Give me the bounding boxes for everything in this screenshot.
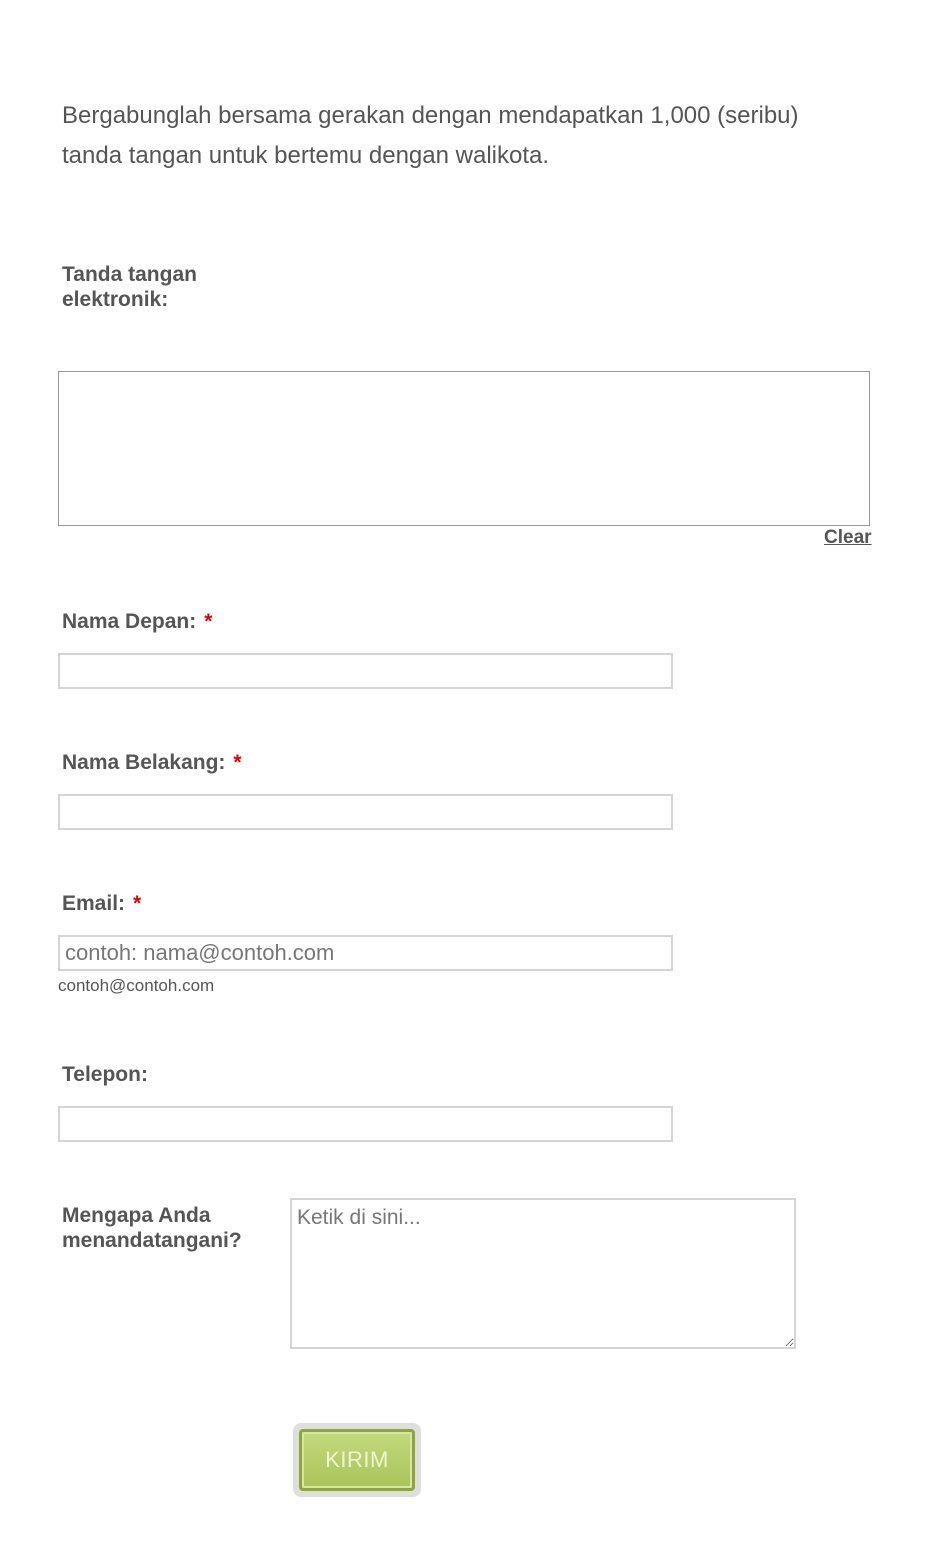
last-name-label-text: Nama Belakang: xyxy=(62,751,226,774)
email-label xyxy=(62,891,141,916)
intro-text: Bergabunglah bersama gerakan dengan mendapatkan 1,000 (seribu) tanda tangan untuk bertemu dengan walikota. xyxy=(62,102,799,169)
email-input[interactable] xyxy=(58,935,673,971)
email-label-text: Email: xyxy=(62,892,126,915)
last-name-label xyxy=(62,750,242,775)
last-name-input[interactable] xyxy=(58,794,673,830)
required-mark: * xyxy=(133,892,142,915)
why-textarea[interactable] xyxy=(290,1198,796,1349)
submit-button[interactable]: KIRIM xyxy=(299,1429,415,1491)
submit-button-frame xyxy=(293,1423,421,1497)
why-label: Mengapa Anda menandatangani? xyxy=(62,1204,242,1252)
first-name-input[interactable] xyxy=(58,653,673,689)
email-sublabel: contoh@contoh.com xyxy=(58,976,215,995)
phone-input[interactable] xyxy=(58,1106,673,1142)
phone-label: Telepon: xyxy=(62,1063,148,1086)
signature-label: Tanda tangan elektronik: xyxy=(62,263,197,311)
first-name-label xyxy=(62,609,212,634)
required-mark: * xyxy=(204,610,213,633)
first-name-label-text: Nama Depan: xyxy=(62,610,197,633)
signature-pad[interactable] xyxy=(58,371,870,526)
required-mark: * xyxy=(233,751,242,774)
clear-signature-link[interactable]: Clear xyxy=(824,527,872,548)
